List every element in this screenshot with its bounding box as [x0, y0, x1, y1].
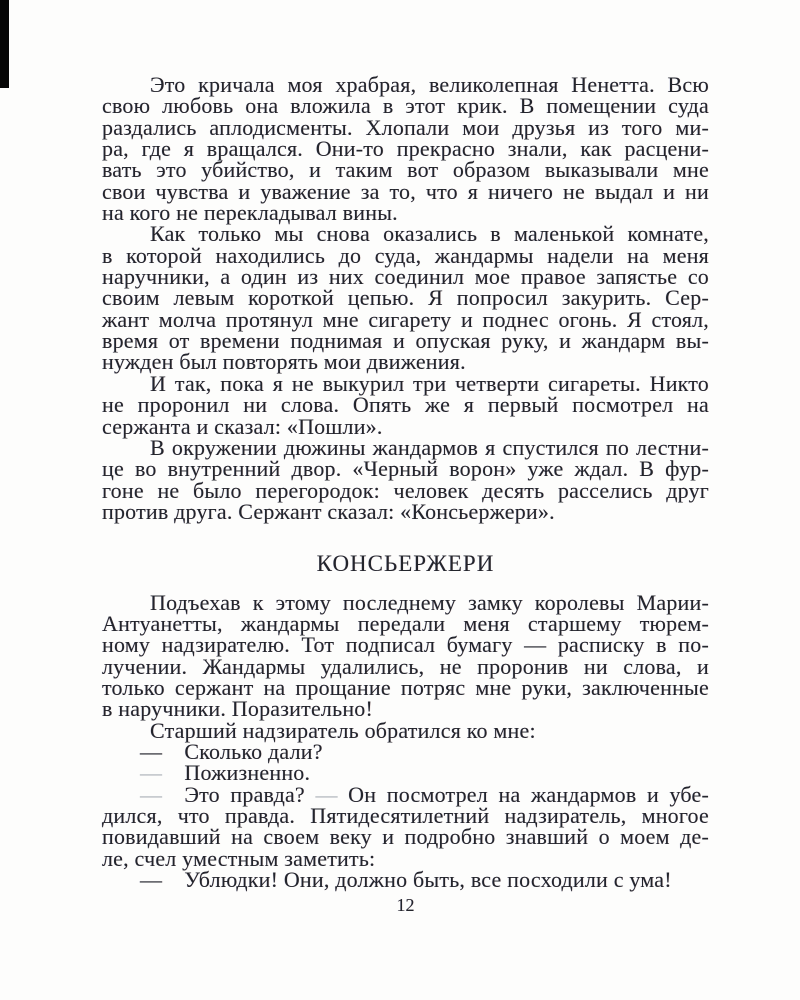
text-line: в которой находились до суда, жандармы надели на меня — [102, 242, 709, 268]
text-line: Как только мы снова оказались в маленькой комнате, — [150, 221, 709, 247]
text-line: — Пожизненно. — [140, 760, 311, 786]
paragraph — [102, 589, 709, 722]
text-line: своим левым короткой цепью. Я попросил закурить. Сер- — [102, 285, 709, 311]
text-line: гоне не было перегородок: человек десять расселись друг — [102, 477, 709, 503]
text-line: — Сколько дали? — [140, 738, 323, 764]
dialogue-paragraph — [102, 738, 709, 764]
text-line: Подъехав к этому последнему замку королевы Марии- — [150, 589, 709, 615]
paragraph — [102, 72, 709, 226]
section-before-heading — [102, 74, 709, 522]
text-line: це во внутренний двор. «Черный ворон» уже ждал. В фур- — [102, 456, 709, 482]
faded-dash: — — [140, 760, 163, 786]
chapter-heading: КОНСЬЕРЖЕРИ — [316, 551, 495, 577]
text-line: раздались аплодисменты. Хлопали мои друзья из того ми- — [102, 114, 709, 140]
text-line: Антуанетты, жандармы передали меня старшему тюрем- — [102, 610, 709, 636]
text-line: вать это убийство, и таким вот образом выказывали мне — [102, 157, 709, 183]
text-line: не проронил ни слова. Опять же я первый посмотрел на — [102, 392, 709, 418]
text-line: дился, что правда. Пятидесятилетний надзиратель, многое — [102, 803, 709, 828]
paragraph — [102, 717, 709, 743]
text-line: наручники, а один из них соединил мое правое запястье со — [102, 264, 709, 290]
paragraph — [102, 434, 709, 524]
text-line: ному надзирателю. Тот подписал бумагу — расписку в по- — [102, 632, 709, 658]
paragraph — [102, 370, 709, 439]
faded-dash: — — [140, 781, 163, 807]
text-line: нужден был повторять мои движения. — [102, 349, 466, 375]
text-line: лучении. Жандармы удалились, не проронив ни слова, и — [102, 653, 709, 679]
text-line: в наручники. Поразительно! — [102, 696, 374, 722]
dialogue-paragraph — [102, 760, 709, 786]
text-line: повидавший на своем веку и подробно знавший о моем де- — [102, 824, 709, 850]
text-line: только сержант на прощание потряс мне руки, заключенные — [102, 674, 709, 700]
text-line: Старший надзиратель обратился ко мне: — [150, 717, 536, 743]
text-line: Это кричала моя храбрая, великолепная Ненетта. Всю — [150, 72, 709, 97]
scan-artifact-bar — [0, 0, 9, 88]
faded-dash: — — [315, 781, 338, 807]
text-line: сержанта и сказал: «Пошли». — [102, 413, 383, 439]
text-line: свою любовь она вложила в этот крик. В помещении суда — [102, 93, 709, 119]
page-number: 12 — [396, 895, 415, 915]
text-line: В окружении дюжины жандармов я спустился по лестни- — [150, 434, 709, 460]
text-line: — Ублюдки! Они, должно быть, все посходили с ума! — [140, 867, 672, 893]
text-line: свои чувства и уважение за то, что я ничего не выдал и ни — [102, 178, 709, 204]
text-line: жант молча протянул мне сигарету и поднес огонь. Я стоял, — [102, 306, 709, 332]
text-line: против друга. Сержант сказал: «Консьержери». — [102, 498, 555, 524]
text-line: — Это правда? — Он посмотрел на жандармов и убе- — [140, 781, 709, 807]
text-line: ра, где я вращался. Они-то прекрасно знали, как расцени- — [102, 136, 709, 162]
dialogue-paragraph — [102, 867, 709, 893]
text-line: ле, счел уместным заметить: — [102, 845, 376, 871]
text-line: на кого не перекладывал вины. — [102, 200, 398, 226]
text-line: И так, пока я не выкурил три четверти сигареты. Никто — [150, 370, 709, 396]
text-block — [102, 72, 709, 893]
dialogue-paragraph — [102, 781, 709, 871]
text-line: время от времени поднимая и опуская руку, и жандарм вы- — [102, 328, 709, 354]
paragraph — [102, 221, 709, 375]
section-after-heading — [102, 589, 709, 893]
